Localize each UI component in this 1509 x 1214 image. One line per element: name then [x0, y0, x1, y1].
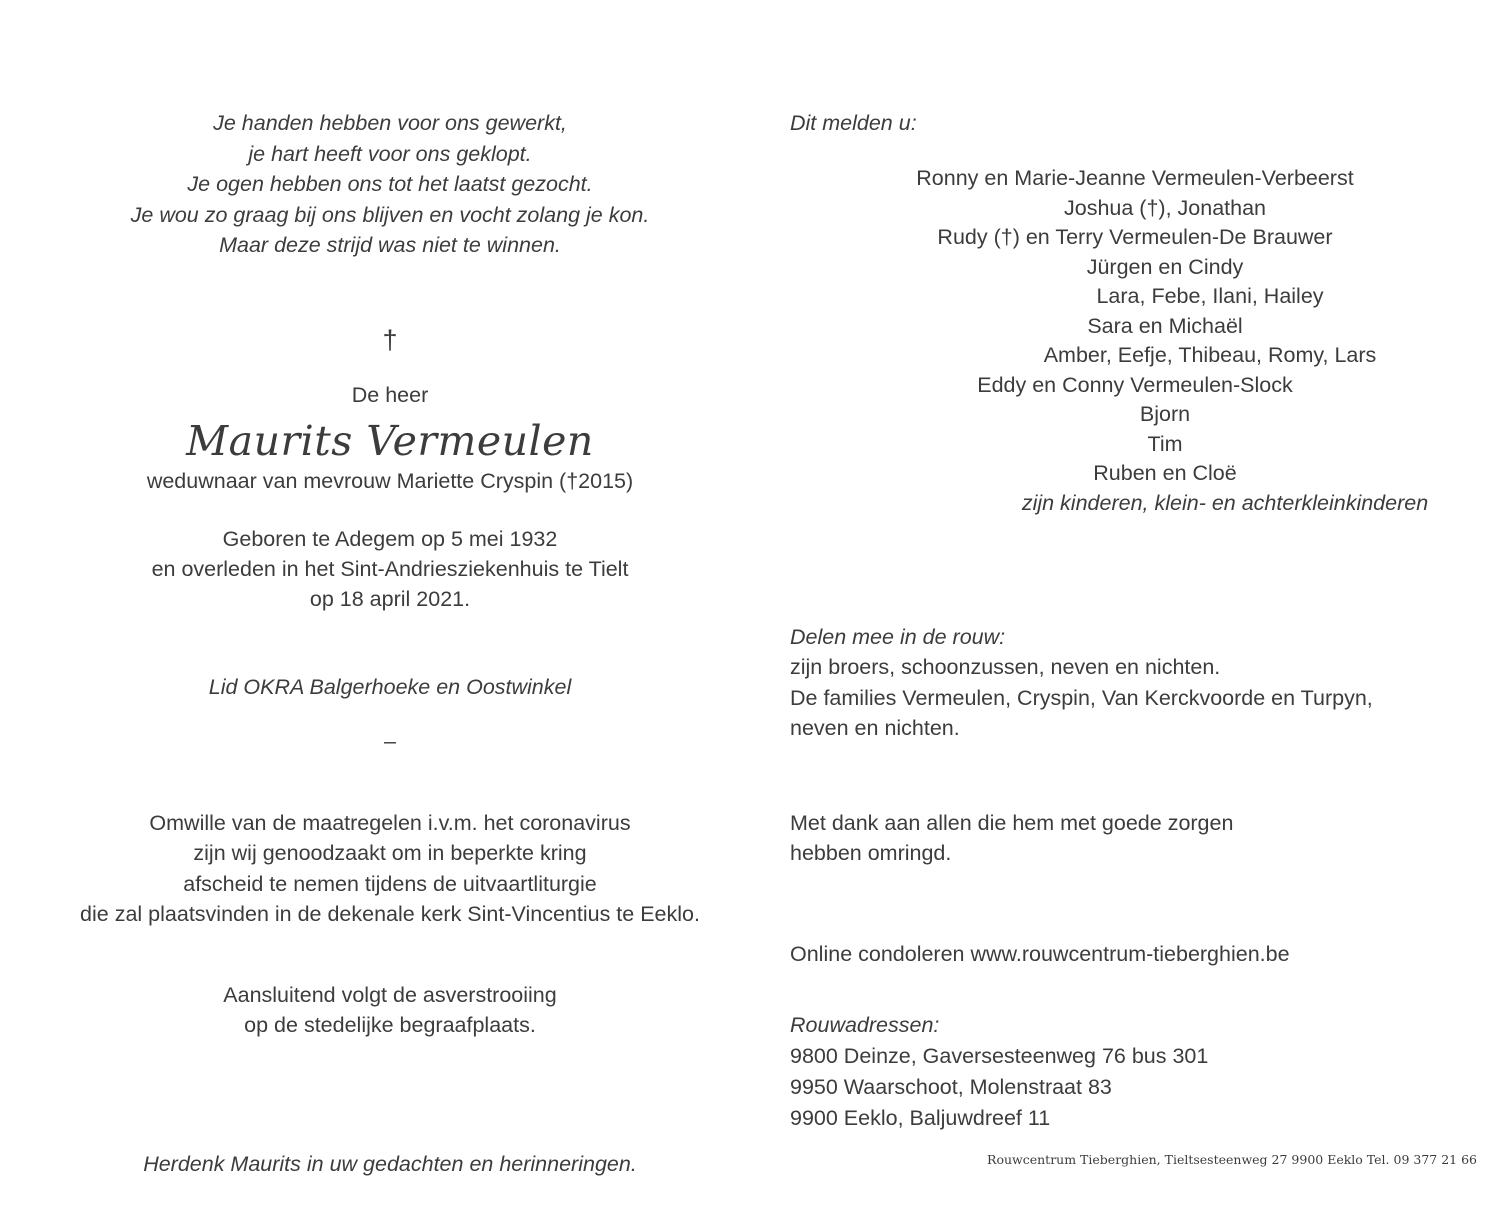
family-entry: Bjorn [1139, 402, 1191, 426]
cross-icon: † [382, 324, 398, 355]
corona-notice [40, 808, 740, 930]
mourning-line: De families Vermeulen, Cryspin, Van Kerckvoorde en Turpyn, [790, 685, 1373, 710]
scattering-notice [40, 980, 740, 1041]
address-line: 9950 Waarschoot, Molenstraat 83 [790, 1074, 1112, 1099]
left-column [40, 108, 740, 1179]
family-entry: Rudy (†) en Terry Vermeulen-De Brauwer [937, 225, 1333, 249]
membership-line: Lid OKRA Balgerhoeke en Oostwinkel [208, 674, 572, 699]
birth-death-block [40, 524, 740, 614]
poem-line: je hart heeft voor ons geklopt. [248, 141, 532, 166]
birth-line: Geboren te Adegem op 5 mei 1932 [222, 526, 558, 551]
mourning-line: neven en nichten. [790, 716, 960, 740]
addresses-block [790, 1009, 1480, 1134]
remembrance-line: Herdenk Maurits in uw gedachten en herinneringen. [143, 1151, 637, 1176]
family-entry: Tim [1147, 431, 1183, 456]
mourning-label: Delen mee in de rouw: [790, 625, 1006, 649]
thanks-line: Met dank aan allen die hem met goede zorgen [790, 810, 1234, 835]
spouse-line: weduwnaar van mevrouw Mariette Cryspin (†2015) [146, 468, 634, 493]
family-entry: Amber, Eefje, Thibeau, Romy, Lars [1043, 343, 1377, 367]
death-date-line: op 18 april 2021. [309, 586, 471, 611]
thanks-line: hebben omringd. [790, 841, 952, 865]
corona-line: die zal plaatsvinden in de dekenale kerk Sint-Vincentius te Eeklo. [80, 902, 700, 926]
online-condolence-line[interactable]: Online condoleren www.rouwcentrum-tieberghien.be [790, 941, 1290, 966]
thanks-block [790, 808, 1480, 869]
deceased-name: Maurits Vermeulen [186, 416, 594, 465]
family-entry: Lara, Febe, Ilani, Hailey [1096, 284, 1324, 308]
family-entry: Joshua (†), Jonathan [1064, 195, 1266, 220]
poem-line: Je handen hebben voor ons gewerkt, [213, 111, 567, 135]
family-closing-line: zijn kinderen, klein- en achterkleinkinderen [1021, 490, 1429, 515]
address-line: 9900 Eeklo, Baljuwdreef 11 [790, 1105, 1051, 1130]
poem-line: Je wou zo graag bij ons blijven en vocht zolang je kon. [130, 202, 650, 227]
family-list [790, 164, 1480, 518]
mourning-block [790, 622, 1480, 744]
corona-line: afscheid te nemen tijdens de uitvaartliturgie [183, 871, 597, 896]
announcement-label: Dit melden u: [790, 111, 917, 135]
address-line: 9800 Deinze, Gaversesteenweg 76 bus 301 [790, 1043, 1209, 1068]
family-entry: Ronny en Marie-Jeanne Vermeulen-Verbeerst [916, 166, 1354, 190]
right-column [790, 108, 1480, 1134]
corona-line: Omwille van de maatregelen i.v.m. het coronavirus [149, 810, 631, 835]
poem-line: Maar deze strijd was niet te winnen. [219, 233, 561, 257]
addresses-label: Rouwadressen: [790, 1012, 940, 1037]
family-entry: Ruben en Cloë [1093, 461, 1237, 485]
scattering-line: Aansluitend volgt de asverstrooiing [223, 982, 557, 1007]
divider-dash: – [384, 728, 396, 753]
footer-imprint: Rouwcentrum Tieberghien, Tieltsesteenweg 27 9900 Eeklo Tel. 09 377 21 66 [987, 1152, 1477, 1167]
corona-line: zijn wij genoodzaakt om in beperkte kring [193, 841, 587, 865]
scattering-line: op de stedelijke begraafplaats. [244, 1013, 536, 1037]
family-entry: Eddy en Conny Vermeulen-Slock [977, 372, 1293, 397]
poem-block [40, 108, 740, 261]
poem-line: Je ogen hebben ons tot het laatst gezocht. [187, 172, 593, 196]
death-line: en overleden in het Sint-Andriesziekenhuis te Tielt [151, 556, 629, 581]
honorific-label: De heer [351, 382, 429, 407]
mourning-line: zijn broers, schoonzussen, neven en nichten. [790, 655, 1221, 679]
family-entry: Sara en Michaël [1087, 313, 1243, 338]
family-entry: Jürgen en Cindy [1086, 254, 1244, 279]
